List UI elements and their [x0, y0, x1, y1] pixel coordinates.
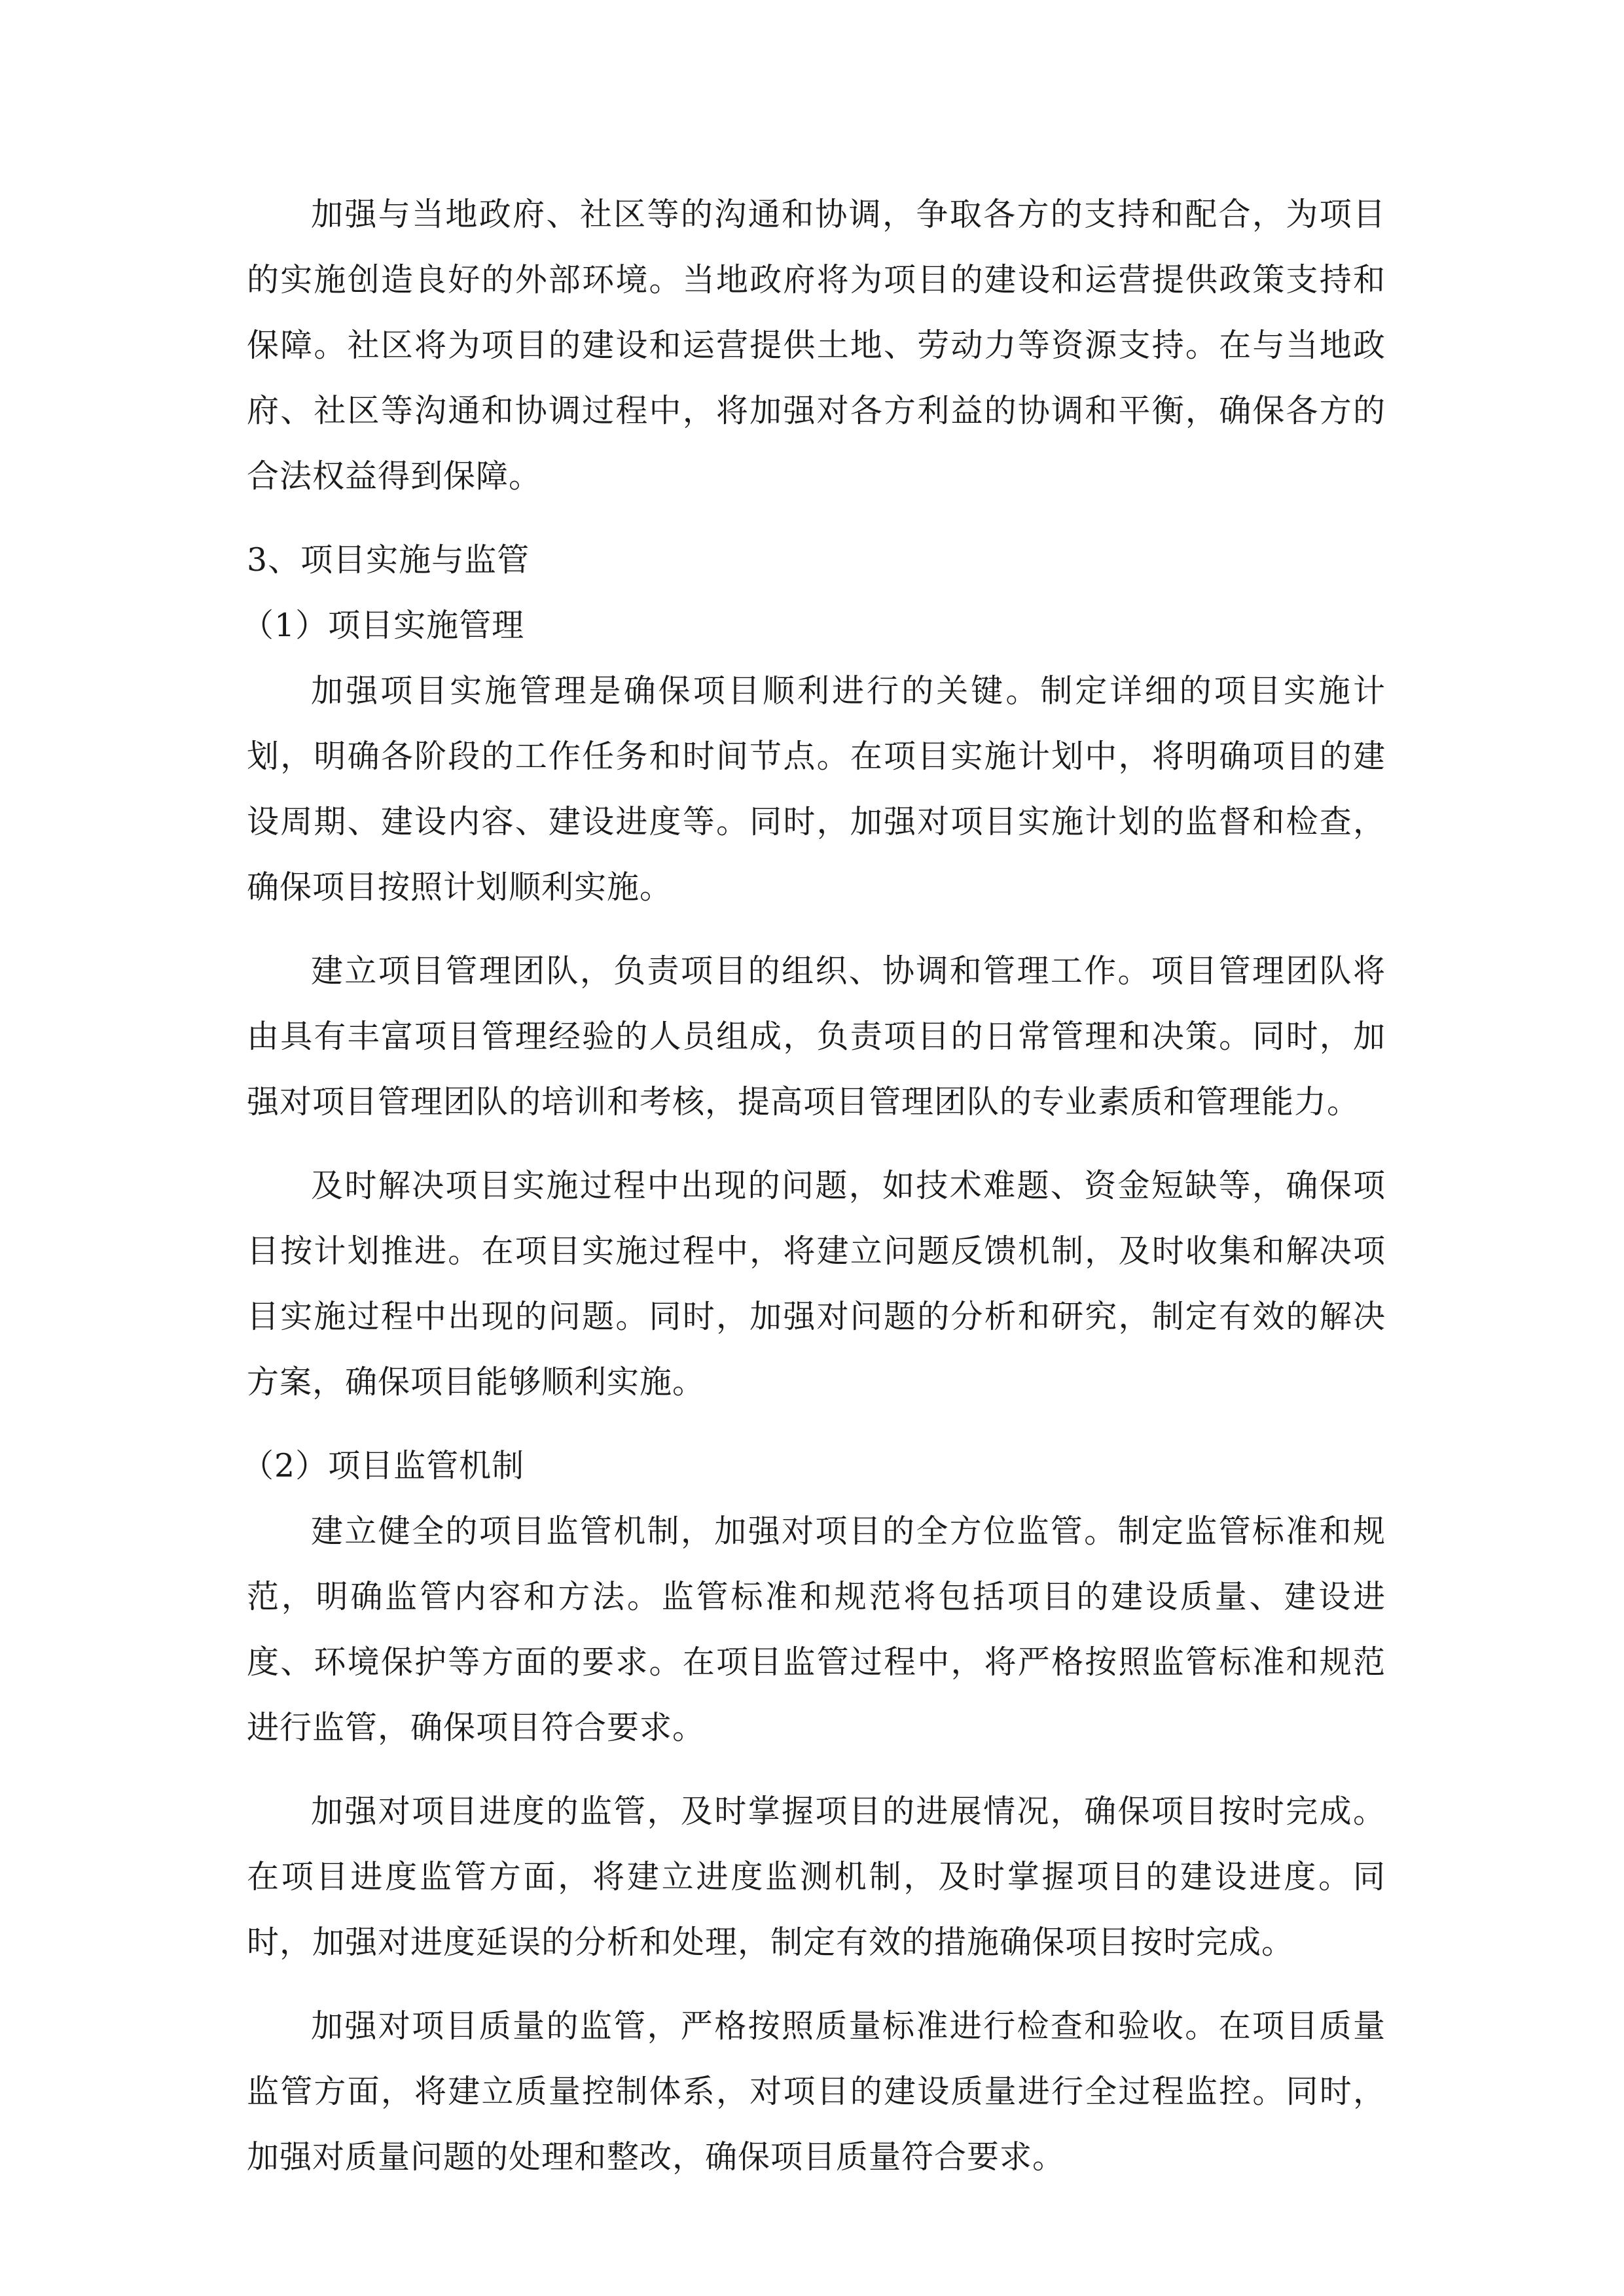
subsection-heading-implementation-management: （1）项目实施管理 — [242, 607, 525, 644]
subsection-heading-supervision-mechanism: （2）项目监管机制 — [242, 1447, 525, 1484]
paragraph-management-team: 建立项目管理团队，负责项目的组织、协调和管理工作。项目管理团队将由具有丰富项目管理经验的人员组成，负责项目的日常管理和决策。同时，加强对项目管理团队的培训和考核，提高项目管理团队的专业素质和管理能力。 — [247, 952, 1386, 1121]
paragraph-problem-solving: 及时解决项目实施过程中出现的问题，如技术难题、资金短缺等，确保项目按计划推进。在项目实施过程中，将建立问题反馈机制，及时收集和解决项目实施过程中出现的问题。同时，加强对问题的分析和研究，制定有效的解决方案，确保项目能够顺利实施。 — [247, 1167, 1386, 1401]
section-heading-implementation-supervision: 3、项目实施与监管 — [247, 541, 530, 579]
paragraph-implementation-plan: 加强项目实施管理是确保项目顺利进行的关键。制定详细的项目实施计划，明确各阶段的工作任务和时间节点。在项目实施计划中，将明确项目的建设周期、建设内容、建设进度等。同时，加强对项目实施计划的监督和检查，确保项目按照计划顺利实施。 — [247, 672, 1386, 906]
paragraph-progress-supervision: 加强对项目进度的监管，及时掌握项目的进展情况，确保项目按时完成。在项目进度监管方面，将建立进度监测机制，及时掌握项目的建设进度。同时，加强对进度延误的分析和处理，制定有效的措施确保项目按时完成。 — [247, 1793, 1386, 1961]
paragraph-government-coordination: 加强与当地政府、社区等的沟通和协调，争取各方的支持和配合，为项目的实施创造良好的外部环境。当地政府将为项目的建设和运营提供政策支持和保障。社区将为项目的建设和运营提供土地、劳动力等资源支持。在与当地政府、社区等沟通和协调过程中，将加强对各方利益的协调和平衡，确保各方的合法权益得到保障。 — [247, 196, 1386, 495]
document-body — [242, 182, 1386, 2208]
paragraph-supervision-standards: 建立健全的项目监管机制，加强对项目的全方位监管。制定监管标准和规范，明确监管内容和方法。监管标准和规范将包括项目的建设质量、建设进度、环境保护等方面的要求。在项目监管过程中，将严格按照监管标准和规范进行监管，确保项目符合要求。 — [247, 1513, 1386, 1746]
paragraph-quality-supervision: 加强对项目质量的监管，严格按照质量标准进行检查和验收。在项目质量监管方面，将建立质量控制体系，对项目的建设质量进行全过程监控。同时，加强对质量问题的处理和整改，确保项目质量符合要求。 — [247, 2007, 1386, 2176]
